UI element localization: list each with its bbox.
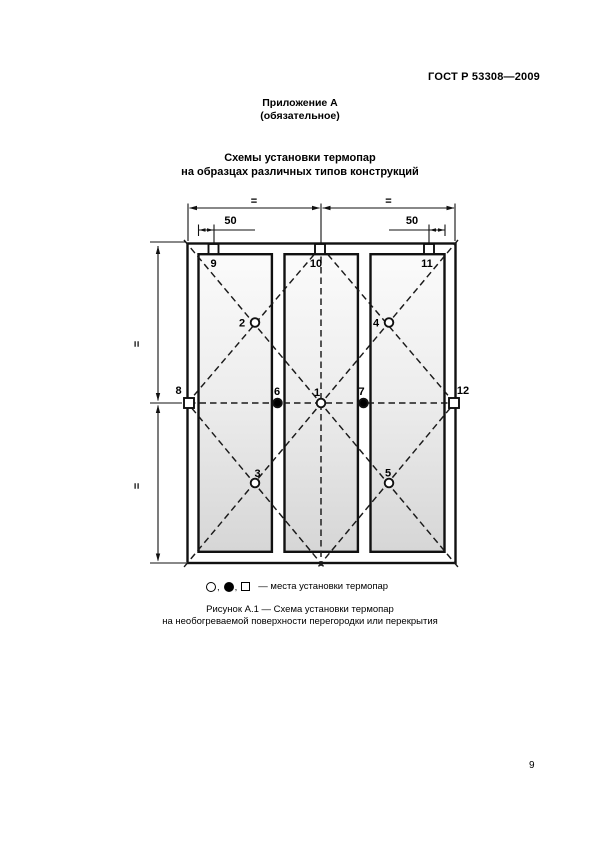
point-label-12: 12 <box>456 385 470 397</box>
marker-circle-4 <box>385 318 394 327</box>
section-title-line1: Схемы установки термопар <box>224 152 376 164</box>
point-label-11: 11 <box>421 258 433 270</box>
marker-square-11 <box>424 244 434 254</box>
marker-square-12 <box>449 398 459 408</box>
marker-dot-7 <box>359 399 368 408</box>
figure-caption-line1: Рисунок А.1 — Схема установки термопар <box>206 604 394 615</box>
figure-legend <box>206 580 388 593</box>
dim-50-left: 50 <box>224 215 237 227</box>
section-title-line2: на образцах различных типов конструкций <box>181 165 419 178</box>
point-label-2: 2 <box>238 317 246 330</box>
point-label-5: 5 <box>384 467 392 480</box>
figure-caption-line2: на необогреваемой поверхности перегородки или перекрытия <box>162 616 438 627</box>
marker-square-10 <box>315 244 325 254</box>
appendix-note: (обязательное) <box>260 110 340 122</box>
dim-50-right: 50 <box>405 215 419 227</box>
legend-comma: , <box>217 582 220 593</box>
section-title <box>0 152 600 179</box>
dim-equal-side-lower: = <box>131 482 144 490</box>
dim-equal-top-left: = <box>250 195 258 208</box>
point-label-9: 9 <box>210 258 217 270</box>
point-label-1: 1 <box>313 387 321 399</box>
open-square-icon <box>241 582 250 591</box>
marker-circle-5 <box>385 479 394 488</box>
legend-comma: , <box>234 582 238 593</box>
marker-square-9 <box>209 244 219 254</box>
dim-equal-top-right: = <box>385 195 392 208</box>
figure-caption <box>0 604 600 628</box>
page-number: 9 <box>529 760 535 771</box>
figure-a1-diagram <box>125 193 480 579</box>
point-label-7: 7 <box>358 386 365 398</box>
filled-circle-icon <box>224 582 234 592</box>
appendix-label: Приложение А <box>262 97 338 109</box>
point-label-3: 3 <box>254 468 261 480</box>
point-label-10: 10 <box>309 258 323 270</box>
marker-dot-6 <box>273 399 282 408</box>
open-circle-icon <box>206 582 216 592</box>
marker-circle-2 <box>251 318 260 327</box>
point-label-8: 8 <box>175 385 182 397</box>
legend-text: — места установки термопар <box>258 581 389 592</box>
marker-circle-1 <box>317 399 326 408</box>
marker-square-8 <box>184 398 194 408</box>
standard-number: ГОСТ Р 53308—2009 <box>428 71 540 83</box>
dim-equal-side-upper: = <box>131 340 144 348</box>
point-label-6: 6 <box>273 386 281 398</box>
appendix-heading <box>0 97 600 123</box>
point-label-4: 4 <box>372 317 380 330</box>
